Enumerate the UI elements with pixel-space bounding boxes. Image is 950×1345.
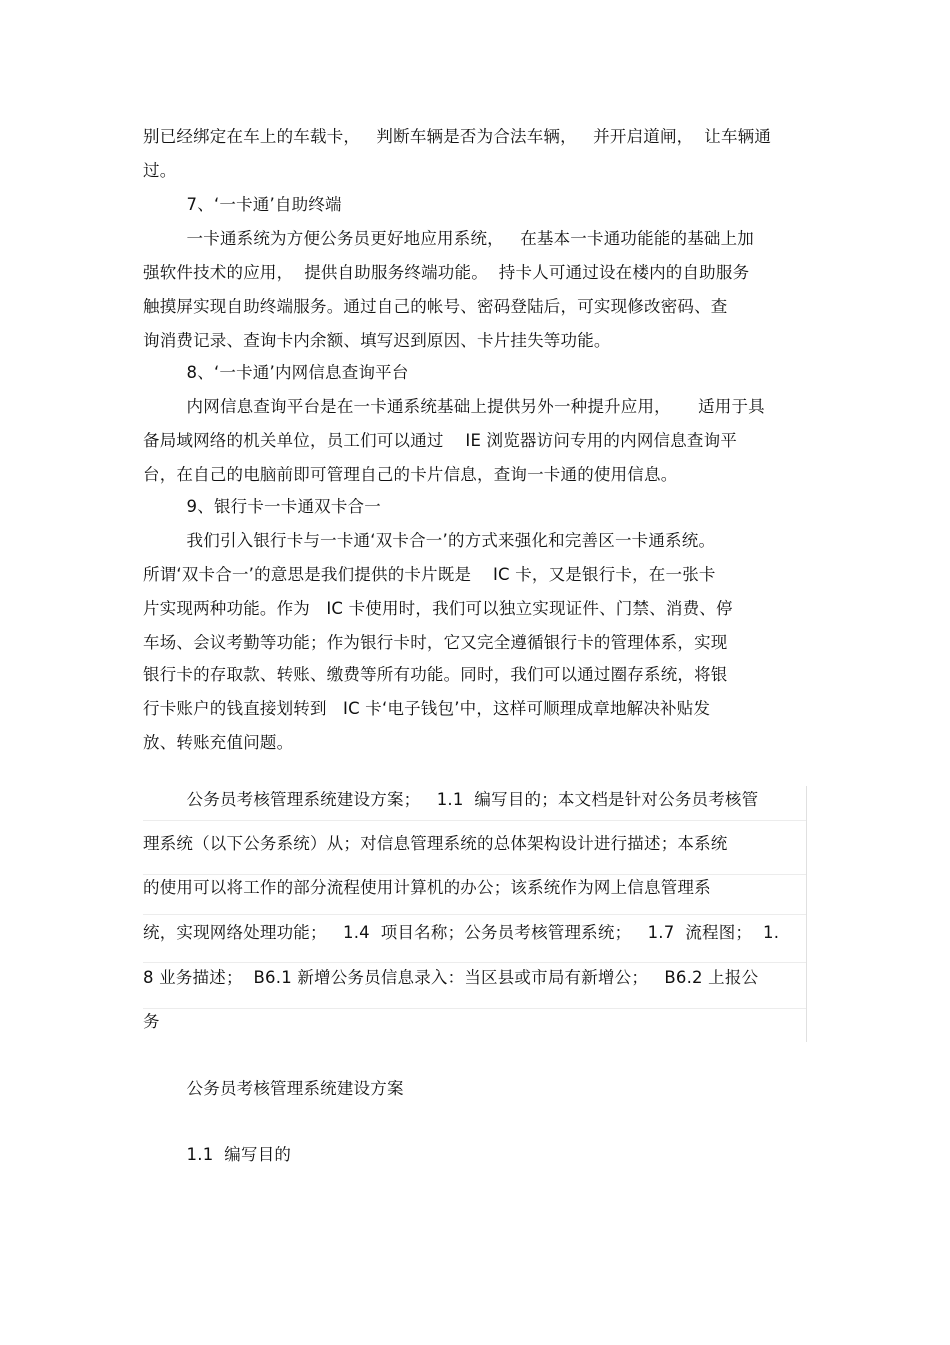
divider	[143, 962, 806, 963]
summary-line: 理系统（以下公务系统）从；对信息管理系统的总体架构设计进行描述；本系统	[143, 834, 728, 853]
body-line: 强软件技术的应用， 提供自助服务终端功能。 持卡人可通过设在楼内的自助服务	[143, 263, 750, 282]
body-line: 银行卡的存取款、转账、缴费等所有功能。同时，我们可以通过圈存系统，将银	[143, 665, 728, 684]
body-line: 一卡通系统为方便公务员更好地应用系统， 在基本一卡通功能能的基础上加	[143, 229, 754, 248]
summary-block	[143, 786, 807, 1042]
section-heading-7: 7、‘一卡通’自助终端	[143, 195, 342, 214]
body-line: 备局域网络的机关单位，员工们可以通过 IE 浏览器访问专用的内网信息查询平	[143, 431, 738, 450]
divider	[143, 1008, 806, 1009]
section-heading-8: 8、‘一卡通’内网信息查询平台	[143, 363, 409, 382]
body-line: 车场、会议考勤等功能；作为银行卡时，它又完全遵循银行卡的管理体系，实现	[143, 633, 728, 652]
summary-line: 务	[143, 1012, 160, 1031]
document-title: 公务员考核管理系统建设方案	[143, 1079, 404, 1098]
body-line: 所谓‘双卡合一’的意思是我们提供的卡片既是 IC 卡，又是银行卡，在一张卡	[143, 565, 716, 584]
body-line: 询消费记录、查询卡内余额、填写迟到原因、卡片挂失等功能。	[143, 331, 611, 350]
divider	[143, 874, 806, 875]
body-line: 台，在自己的电脑前即可管理自己的卡片信息，查询一卡通的使用信息。	[143, 465, 678, 484]
summary-line: 的使用可以将工作的部分流程使用计算机的办公；该系统作为网上信息管理系	[143, 878, 711, 897]
body-line: 别已经绑定在车上的车载卡， 判断车辆是否为合法车辆， 并开启道闸， 让车辆通	[143, 127, 772, 146]
body-line: 内网信息查询平台是在一卡通系统基础上提供另外一种提升应用， 适用于具	[143, 397, 765, 416]
summary-line: 统，实现网络处理功能； 1.4 项目名称；公务员考核管理系统； 1.7 流程图； 1.	[143, 923, 780, 942]
divider	[143, 820, 806, 821]
subsection-heading: 1.1 编写目的	[143, 1145, 292, 1164]
body-line: 过。	[143, 161, 177, 180]
body-line: 行卡账户的钱直接划转到 IC 卡‘电子钱包’中，这样可顺理成章地解决补贴发	[143, 699, 711, 718]
body-line: 放、转账充值问题。	[143, 733, 294, 752]
section-heading-9: 9、银行卡一卡通双卡合一	[143, 497, 381, 516]
divider	[143, 914, 806, 915]
summary-line: 公务员考核管理系统建设方案； 1.1 编写目的；本文档是针对公务员考核管	[143, 790, 759, 809]
body-line: 片实现两种功能。作为 IC 卡使用时，我们可以独立实现证件、门禁、消费、停	[143, 599, 733, 618]
body-line: 我们引入银行卡与一卡通‘双卡合一’的方式来强化和完善区一卡通系统。	[143, 531, 716, 550]
summary-line: 8 业务描述； B6.1 新增公务员信息录入：当区县或市局有新增公； B6.2 上报公	[143, 968, 759, 987]
body-line: 触摸屏实现自助终端服务。通过自己的帐号、密码登陆后，可实现修改密码、查	[143, 297, 728, 316]
